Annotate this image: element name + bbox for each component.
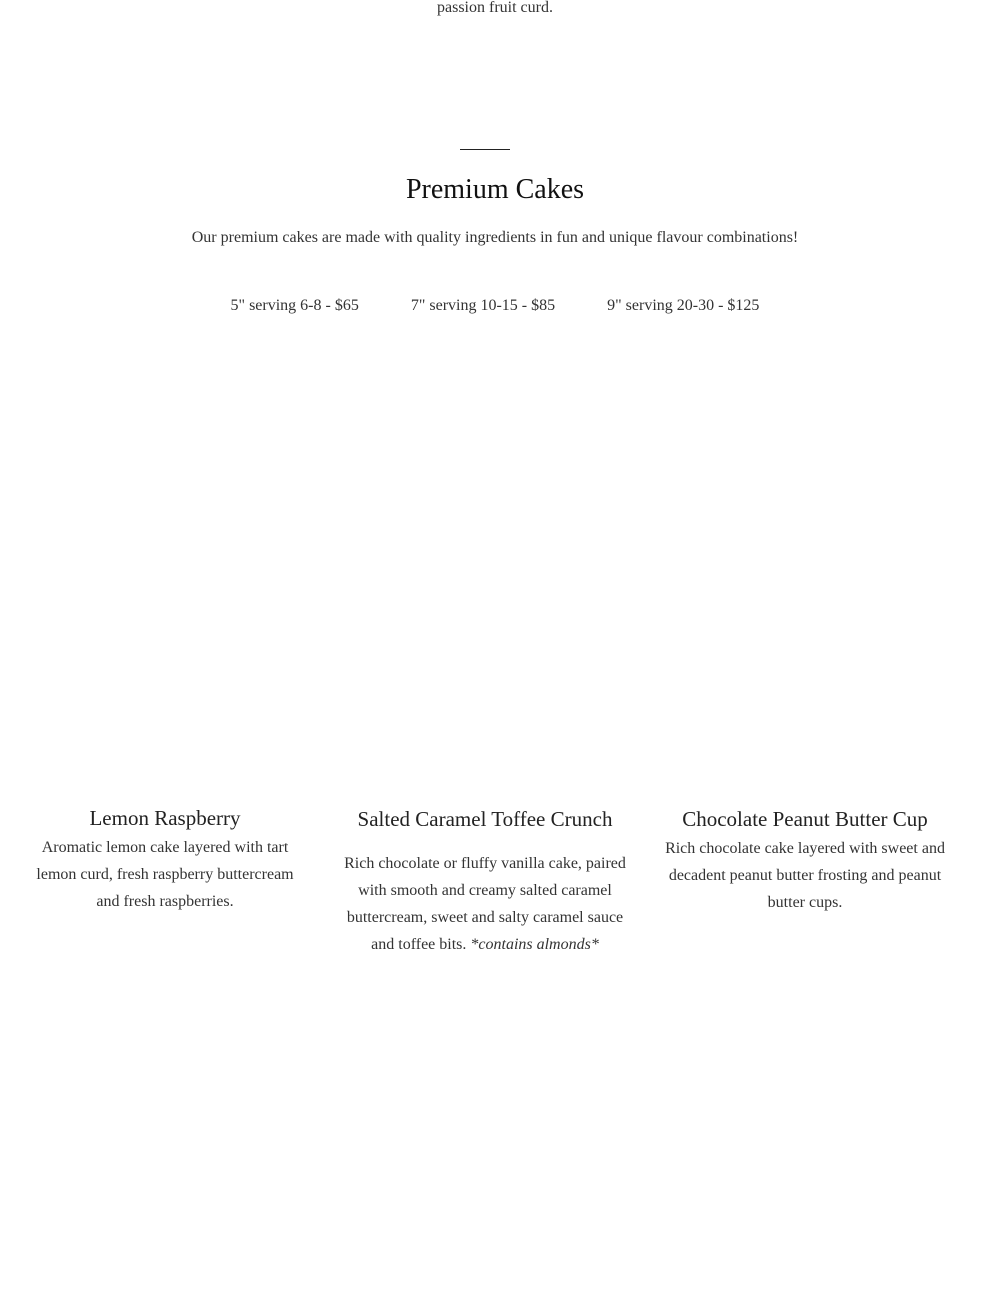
cake-description: Rich chocolate or fluffy vanilla cake, paired with smooth and creamy salted caramel buttercream, sweet and salty caramel sauce and toffee bits. *contains almonds* — [344, 855, 626, 953]
cake-title: Lemon Raspberry — [89, 806, 241, 830]
cake-description: Rich chocolate cake layered with sweet and decadent peanut butter frosting and peanut butter cups. — [665, 840, 945, 911]
cake-image-area — [0, 340, 990, 790]
previous-section-text: passion fruit curd. — [437, 0, 553, 16]
cake-card-lemon-raspberry — [25, 804, 305, 915]
cake-description: Aromatic lemon cake layered with tart lemon curd, fresh raspberry buttercream and fresh raspberries. — [36, 839, 294, 910]
cake-card-chocolate-peanut-butter — [655, 805, 955, 916]
section-intro: Our premium cakes are made with quality ingredients in fun and unique flavour combinations! — [191, 229, 799, 246]
cake-title: Salted Caramel Toffee Crunch — [357, 807, 613, 831]
cake-card-salted-caramel — [335, 805, 635, 958]
section-divider — [460, 149, 510, 150]
section-title: Premium Cakes — [405, 174, 585, 205]
size-price-item: 9" serving 20-30 - $125 — [607, 297, 760, 314]
size-price-item: 7" serving 10-15 - $85 — [410, 297, 556, 314]
cake-title: Chocolate Peanut Butter Cup — [682, 807, 928, 831]
allergen-note: *contains almonds* — [470, 936, 599, 953]
size-price-list — [0, 294, 990, 318]
size-price-item: 5" serving 6-8 - $65 — [230, 297, 359, 314]
